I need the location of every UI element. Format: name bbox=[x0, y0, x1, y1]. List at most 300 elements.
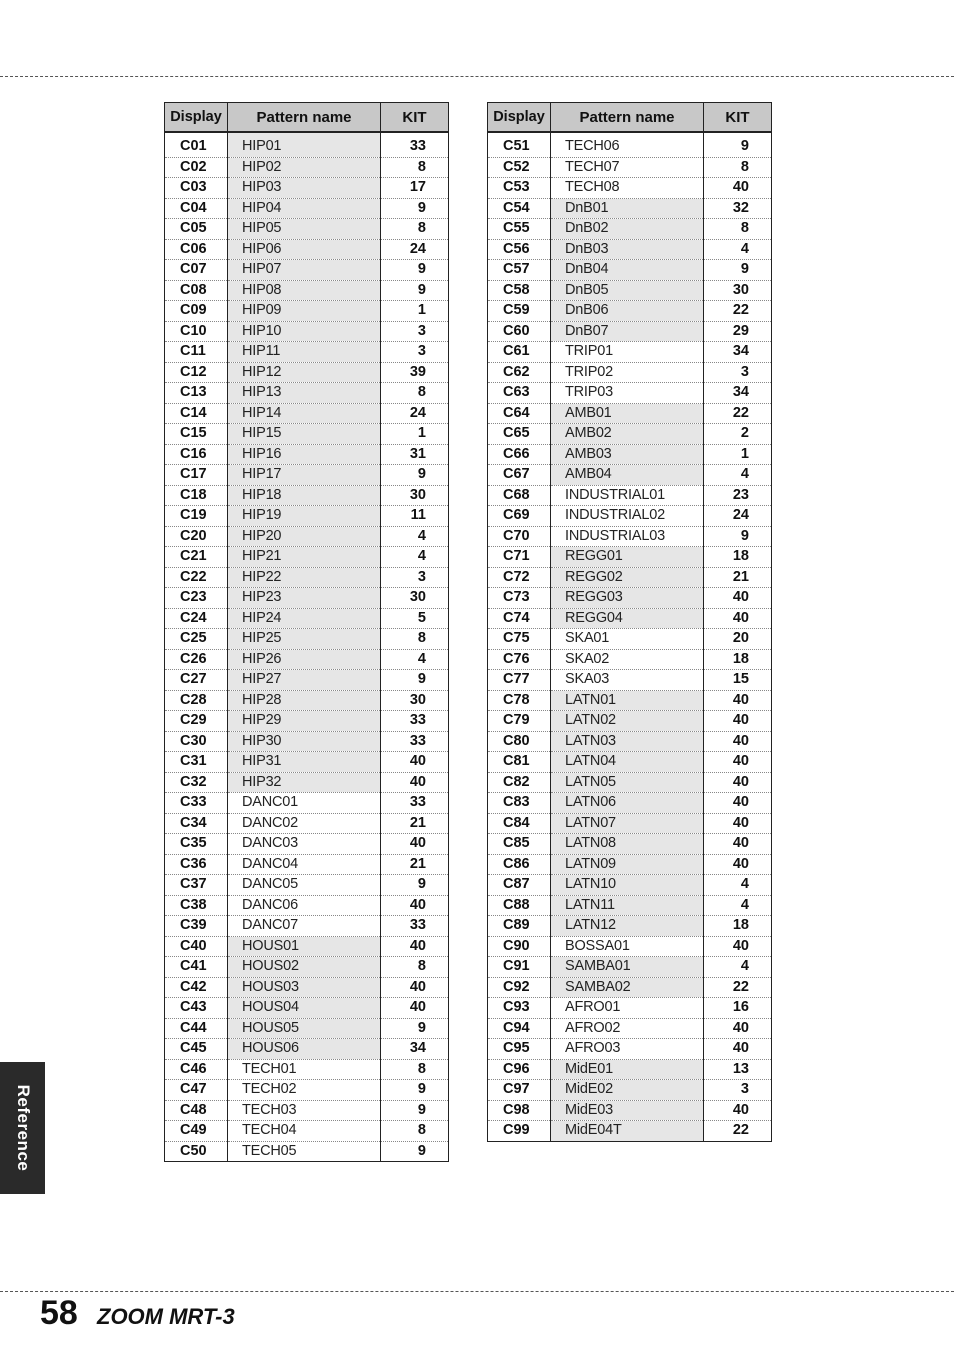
kit-cell: 18 bbox=[704, 916, 772, 937]
table-row bbox=[488, 711, 772, 732]
display-cell: C35 bbox=[165, 834, 228, 855]
display-cell: C20 bbox=[165, 526, 228, 547]
pattern-name-cell: SAMBA01 bbox=[551, 957, 704, 978]
kit-cell: 18 bbox=[704, 649, 772, 670]
kit-cell: 8 bbox=[381, 1121, 449, 1142]
table-row bbox=[488, 649, 772, 670]
display-cell: C14 bbox=[165, 403, 228, 424]
display-cell: C30 bbox=[165, 731, 228, 752]
table-row bbox=[165, 588, 449, 609]
pattern-name-cell: SAMBA02 bbox=[551, 977, 704, 998]
table-row bbox=[488, 731, 772, 752]
pattern-name-cell: HIP32 bbox=[228, 772, 381, 793]
table-row bbox=[165, 547, 449, 568]
display-cell: C29 bbox=[165, 711, 228, 732]
display-cell: C49 bbox=[165, 1121, 228, 1142]
table-row bbox=[488, 772, 772, 793]
display-cell: C93 bbox=[488, 998, 551, 1019]
pattern-name-cell: LATN12 bbox=[551, 916, 704, 937]
pattern-name-cell: TRIP03 bbox=[551, 383, 704, 404]
display-cell: C46 bbox=[165, 1059, 228, 1080]
kit-cell: 24 bbox=[381, 239, 449, 260]
pattern-name-cell: SKA03 bbox=[551, 670, 704, 691]
table-row bbox=[165, 1018, 449, 1039]
display-cell: C56 bbox=[488, 239, 551, 260]
display-cell: C89 bbox=[488, 916, 551, 937]
display-cell: C24 bbox=[165, 608, 228, 629]
display-cell: C06 bbox=[165, 239, 228, 260]
kit-cell: 9 bbox=[381, 1100, 449, 1121]
pattern-name-cell: DnB05 bbox=[551, 280, 704, 301]
pattern-name-cell: HIP03 bbox=[228, 178, 381, 199]
pattern-name-cell: TECH03 bbox=[228, 1100, 381, 1121]
display-cell: C08 bbox=[165, 280, 228, 301]
kit-cell: 21 bbox=[381, 854, 449, 875]
display-cell: C86 bbox=[488, 854, 551, 875]
table-row bbox=[165, 608, 449, 629]
display-cell: C54 bbox=[488, 198, 551, 219]
table-row bbox=[165, 280, 449, 301]
kit-cell: 3 bbox=[704, 1080, 772, 1101]
pattern-name-cell: LATN01 bbox=[551, 690, 704, 711]
table-header-row bbox=[165, 103, 449, 133]
kit-cell: 40 bbox=[381, 895, 449, 916]
kit-cell: 3 bbox=[381, 567, 449, 588]
kit-cell: 9 bbox=[381, 1080, 449, 1101]
kit-cell: 4 bbox=[704, 957, 772, 978]
kit-cell: 34 bbox=[381, 1039, 449, 1060]
kit-cell: 22 bbox=[704, 301, 772, 322]
pattern-name-cell: HOUS06 bbox=[228, 1039, 381, 1060]
pattern-name-cell: HIP24 bbox=[228, 608, 381, 629]
table-row bbox=[165, 465, 449, 486]
display-cell: C87 bbox=[488, 875, 551, 896]
table-row bbox=[488, 813, 772, 834]
display-cell: C67 bbox=[488, 465, 551, 486]
kit-cell: 40 bbox=[704, 1100, 772, 1121]
kit-cell: 34 bbox=[704, 383, 772, 404]
pattern-name-cell: HIP28 bbox=[228, 690, 381, 711]
kit-cell: 9 bbox=[381, 1018, 449, 1039]
pattern-name-cell: HIP01 bbox=[228, 132, 381, 157]
kit-cell: 21 bbox=[381, 813, 449, 834]
pattern-name-cell: HOUS05 bbox=[228, 1018, 381, 1039]
pattern-name-cell: HIP27 bbox=[228, 670, 381, 691]
table-row bbox=[165, 301, 449, 322]
table-row bbox=[488, 198, 772, 219]
table-row bbox=[165, 916, 449, 937]
table-row bbox=[488, 132, 772, 157]
display-cell: C44 bbox=[165, 1018, 228, 1039]
table-row bbox=[165, 957, 449, 978]
kit-cell: 8 bbox=[704, 157, 772, 178]
table-row bbox=[488, 403, 772, 424]
table-row bbox=[488, 424, 772, 445]
table-row bbox=[165, 506, 449, 527]
pattern-name-cell: HIP20 bbox=[228, 526, 381, 547]
top-dashed-rule bbox=[0, 76, 954, 77]
kit-cell: 3 bbox=[381, 342, 449, 363]
table-row bbox=[165, 342, 449, 363]
pattern-name-cell: DANC01 bbox=[228, 793, 381, 814]
table-row bbox=[488, 485, 772, 506]
display-cell: C37 bbox=[165, 875, 228, 896]
display-cell: C53 bbox=[488, 178, 551, 199]
kit-cell: 8 bbox=[381, 383, 449, 404]
table-row bbox=[165, 526, 449, 547]
display-cell: C18 bbox=[165, 485, 228, 506]
kit-cell: 33 bbox=[381, 132, 449, 157]
table-row bbox=[488, 1059, 772, 1080]
kit-cell: 40 bbox=[704, 772, 772, 793]
display-cell: C81 bbox=[488, 752, 551, 773]
table-row bbox=[488, 362, 772, 383]
kit-cell: 9 bbox=[704, 260, 772, 281]
kit-cell: 4 bbox=[704, 895, 772, 916]
table-row bbox=[165, 362, 449, 383]
pattern-name-cell: TECH07 bbox=[551, 157, 704, 178]
display-cell: C03 bbox=[165, 178, 228, 199]
kit-cell: 40 bbox=[381, 936, 449, 957]
kit-cell: 1 bbox=[704, 444, 772, 465]
kit-cell: 40 bbox=[704, 813, 772, 834]
pattern-table-left bbox=[164, 102, 449, 1162]
pattern-name-cell: DnB07 bbox=[551, 321, 704, 342]
display-cell: C91 bbox=[488, 957, 551, 978]
display-cell: C88 bbox=[488, 895, 551, 916]
display-cell: C42 bbox=[165, 977, 228, 998]
kit-cell: 40 bbox=[381, 977, 449, 998]
display-cell: C62 bbox=[488, 362, 551, 383]
pattern-name-cell: HIP15 bbox=[228, 424, 381, 445]
pattern-name-cell: HIP02 bbox=[228, 157, 381, 178]
kit-cell: 4 bbox=[704, 239, 772, 260]
display-cell: C04 bbox=[165, 198, 228, 219]
pattern-name-cell: HIP22 bbox=[228, 567, 381, 588]
display-cell: C78 bbox=[488, 690, 551, 711]
table-row bbox=[165, 772, 449, 793]
table-row bbox=[165, 424, 449, 445]
side-tab-label: Reference bbox=[13, 1084, 33, 1172]
display-cell: C64 bbox=[488, 403, 551, 424]
pattern-name-cell: LATN05 bbox=[551, 772, 704, 793]
table-row bbox=[165, 1121, 449, 1142]
kit-cell: 4 bbox=[704, 875, 772, 896]
table-row bbox=[165, 444, 449, 465]
display-cell: C22 bbox=[165, 567, 228, 588]
table-row bbox=[488, 854, 772, 875]
display-cell: C38 bbox=[165, 895, 228, 916]
table-row bbox=[165, 977, 449, 998]
pattern-table-right bbox=[487, 102, 772, 1142]
pattern-name-cell: DANC04 bbox=[228, 854, 381, 875]
display-cell: C36 bbox=[165, 854, 228, 875]
pattern-name-cell: DANC02 bbox=[228, 813, 381, 834]
kit-cell: 22 bbox=[732, 1122, 749, 1139]
pattern-name-cell: DANC07 bbox=[228, 916, 381, 937]
pattern-name-cell: HIP25 bbox=[228, 629, 381, 650]
pattern-name-cell: TRIP01 bbox=[551, 342, 704, 363]
kit-cell: 9 bbox=[704, 132, 772, 157]
kit-cell: 30 bbox=[381, 588, 449, 609]
header-kit: KIT bbox=[381, 103, 449, 133]
display-cell: C15 bbox=[165, 424, 228, 445]
table-body-left bbox=[165, 132, 449, 1162]
table-row bbox=[165, 403, 449, 424]
pattern-name-cell: HOUS04 bbox=[228, 998, 381, 1019]
kit-cell: 4 bbox=[704, 465, 772, 486]
table-row bbox=[488, 916, 772, 937]
table-row bbox=[488, 608, 772, 629]
display-cell: C83 bbox=[488, 793, 551, 814]
pattern-name-cell: HIP12 bbox=[228, 362, 381, 383]
pattern-name-cell: BOSSA01 bbox=[551, 936, 704, 957]
kit-cell: 8 bbox=[381, 629, 449, 650]
display-cell: C34 bbox=[165, 813, 228, 834]
pattern-name-cell: LATN11 bbox=[551, 895, 704, 916]
table-row bbox=[165, 219, 449, 240]
table-row bbox=[165, 178, 449, 199]
pattern-name-cell: REGG03 bbox=[551, 588, 704, 609]
pattern-name-cell: HIP09 bbox=[228, 301, 381, 322]
table-row bbox=[165, 1080, 449, 1101]
kit-cell: 40 bbox=[704, 1018, 772, 1039]
kit-cell: 39 bbox=[381, 362, 449, 383]
display-cell: C82 bbox=[488, 772, 551, 793]
pattern-name-cell: TECH08 bbox=[551, 178, 704, 199]
table-row bbox=[488, 342, 772, 363]
table-row bbox=[165, 936, 449, 957]
table-row bbox=[488, 280, 772, 301]
display-cell: C41 bbox=[165, 957, 228, 978]
display-cell: C48 bbox=[165, 1100, 228, 1121]
display-cell: C12 bbox=[165, 362, 228, 383]
kit-cell: 21 bbox=[704, 567, 772, 588]
table-row bbox=[165, 260, 449, 281]
pattern-name-cell: HIP31 bbox=[228, 752, 381, 773]
display-cell: C63 bbox=[488, 383, 551, 404]
kit-cell: 30 bbox=[381, 485, 449, 506]
table-row bbox=[165, 567, 449, 588]
table-row bbox=[488, 629, 772, 650]
display-cell: C11 bbox=[165, 342, 228, 363]
display-cell: C84 bbox=[488, 813, 551, 834]
kit-cell: 22 bbox=[704, 403, 772, 424]
kit-cell: 8 bbox=[381, 957, 449, 978]
table-row bbox=[488, 526, 772, 547]
kit-cell: 29 bbox=[704, 321, 772, 342]
display-cell: C96 bbox=[488, 1059, 551, 1080]
table-row bbox=[488, 936, 772, 957]
display-cell: C17 bbox=[165, 465, 228, 486]
pattern-name-cell: REGG01 bbox=[551, 547, 704, 568]
display-cell: C55 bbox=[488, 219, 551, 240]
display-cell: C76 bbox=[488, 649, 551, 670]
display-cell: C68 bbox=[488, 485, 551, 506]
pattern-name-cell: SKA01 bbox=[551, 629, 704, 650]
table-row bbox=[488, 321, 772, 342]
kit-cell: 24 bbox=[381, 403, 449, 424]
kit-cell: 40 bbox=[704, 854, 772, 875]
table-row bbox=[488, 219, 772, 240]
kit-cell: 13 bbox=[704, 1059, 772, 1080]
display-cell: C79 bbox=[488, 711, 551, 732]
kit-cell: 40 bbox=[704, 793, 772, 814]
display-cell: C39 bbox=[165, 916, 228, 937]
header-display: Display bbox=[165, 103, 228, 133]
table-row bbox=[488, 260, 772, 281]
product-name: ZOOM MRT-3 bbox=[97, 1304, 235, 1329]
table-header-row bbox=[488, 103, 772, 133]
pattern-name-cell: TECH05 bbox=[228, 1141, 381, 1162]
table-row bbox=[488, 875, 772, 896]
pattern-name-cell: AMB02 bbox=[551, 424, 704, 445]
bottom-dashed-rule bbox=[0, 1291, 954, 1292]
kit-cell: 11 bbox=[381, 506, 449, 527]
kit-cell: 31 bbox=[381, 444, 449, 465]
pattern-name-cell: AFRO03 bbox=[551, 1039, 704, 1060]
kit-cell: 20 bbox=[704, 629, 772, 650]
pattern-name-cell: HIP07 bbox=[228, 260, 381, 281]
display-cell: C40 bbox=[165, 936, 228, 957]
kit-cell: 40 bbox=[704, 1039, 772, 1060]
display-cell: C61 bbox=[488, 342, 551, 363]
table-row bbox=[488, 301, 772, 322]
table-row bbox=[165, 752, 449, 773]
display-cell: C26 bbox=[165, 649, 228, 670]
pattern-name-cell: AMB04 bbox=[551, 465, 704, 486]
display-cell: C95 bbox=[488, 1039, 551, 1060]
pattern-name-cell: LATN02 bbox=[551, 711, 704, 732]
kit-cell: 22 bbox=[704, 977, 772, 998]
pattern-name-cell: DnB02 bbox=[551, 219, 704, 240]
pattern-name-cell: HIP06 bbox=[228, 239, 381, 260]
kit-cell: 33 bbox=[381, 793, 449, 814]
pattern-name-cell: TRIP02 bbox=[551, 362, 704, 383]
display-cell: C75 bbox=[488, 629, 551, 650]
pattern-name-cell: HIP21 bbox=[228, 547, 381, 568]
table-row bbox=[165, 670, 449, 691]
display-cell: C60 bbox=[488, 321, 551, 342]
display-cell: C85 bbox=[488, 834, 551, 855]
table-row bbox=[488, 977, 772, 998]
table-row bbox=[488, 1100, 772, 1121]
kit-cell: 9 bbox=[381, 670, 449, 691]
pattern-name-cell: HOUS02 bbox=[228, 957, 381, 978]
table-row bbox=[165, 239, 449, 260]
display-cell: C33 bbox=[165, 793, 228, 814]
table-row bbox=[488, 444, 772, 465]
kit-cell: 9 bbox=[381, 198, 449, 219]
pattern-name-cell: HIP19 bbox=[228, 506, 381, 527]
header-kit: KIT bbox=[704, 103, 772, 133]
table-row bbox=[488, 547, 772, 568]
display-cell: C72 bbox=[488, 567, 551, 588]
kit-cell: 4 bbox=[381, 526, 449, 547]
table-row bbox=[488, 567, 772, 588]
kit-cell: 33 bbox=[381, 711, 449, 732]
pattern-name-cell: HIP16 bbox=[228, 444, 381, 465]
kit-cell: 2 bbox=[704, 424, 772, 445]
display-cell: C16 bbox=[165, 444, 228, 465]
pattern-name-cell: HIP10 bbox=[228, 321, 381, 342]
pattern-name-cell: LATN06 bbox=[551, 793, 704, 814]
pattern-name-cell: REGG04 bbox=[551, 608, 704, 629]
pattern-name-cell: HIP18 bbox=[228, 485, 381, 506]
kit-cell: 9 bbox=[704, 526, 772, 547]
table-row bbox=[488, 752, 772, 773]
table-row bbox=[165, 1141, 449, 1162]
table-row bbox=[165, 875, 449, 896]
display-cell: C66 bbox=[488, 444, 551, 465]
kit-cell: 34 bbox=[704, 342, 772, 363]
reference-side-tab bbox=[0, 1062, 45, 1194]
kit-cell: 40 bbox=[381, 834, 449, 855]
table-row bbox=[488, 690, 772, 711]
table-row bbox=[165, 629, 449, 650]
pattern-name-cell: TECH01 bbox=[228, 1059, 381, 1080]
display-cell: C69 bbox=[488, 506, 551, 527]
display-cell: C71 bbox=[488, 547, 551, 568]
pattern-name-cell: MidE02 bbox=[551, 1080, 704, 1101]
table-row bbox=[488, 1018, 772, 1039]
kit-cell: 8 bbox=[381, 219, 449, 240]
kit-cell: 33 bbox=[381, 916, 449, 937]
display-cell: C01 bbox=[165, 132, 228, 157]
table-row bbox=[165, 321, 449, 342]
table-row bbox=[165, 485, 449, 506]
display-cell: C28 bbox=[165, 690, 228, 711]
display-cell: C92 bbox=[488, 977, 551, 998]
pattern-name-cell: INDUSTRIAL02 bbox=[551, 506, 704, 527]
pattern-name-cell: LATN03 bbox=[551, 731, 704, 752]
pattern-name-cell: LATN09 bbox=[551, 854, 704, 875]
kit-cell: 16 bbox=[704, 998, 772, 1019]
header-display: Display bbox=[488, 103, 551, 133]
display-cell: C43 bbox=[165, 998, 228, 1019]
pattern-name-cell: HIP29 bbox=[228, 711, 381, 732]
kit-cell: 40 bbox=[704, 731, 772, 752]
display-cell: C65 bbox=[488, 424, 551, 445]
display-cell: C02 bbox=[165, 157, 228, 178]
pattern-name-cell: HIP13 bbox=[228, 383, 381, 404]
pattern-name-cell: HIP17 bbox=[228, 465, 381, 486]
display-cell: C09 bbox=[165, 301, 228, 322]
table-row bbox=[165, 793, 449, 814]
pattern-name-cell: REGG02 bbox=[551, 567, 704, 588]
display-cell: C94 bbox=[488, 1018, 551, 1039]
kit-cell: 4 bbox=[381, 547, 449, 568]
kit-cell: 40 bbox=[704, 588, 772, 609]
table-row bbox=[488, 588, 772, 609]
kit-cell: 8 bbox=[704, 219, 772, 240]
table-row bbox=[488, 834, 772, 855]
page-number: 58 bbox=[40, 1294, 78, 1332]
display-cell: C25 bbox=[165, 629, 228, 650]
display-cell: C70 bbox=[488, 526, 551, 547]
pattern-name-cell: LATN07 bbox=[551, 813, 704, 834]
kit-cell: 8 bbox=[381, 1059, 449, 1080]
kit-cell: 32 bbox=[704, 198, 772, 219]
display-cell: C58 bbox=[488, 280, 551, 301]
pattern-name-cell: SKA02 bbox=[551, 649, 704, 670]
kit-cell: 40 bbox=[704, 711, 772, 732]
pattern-name-cell: HIP11 bbox=[228, 342, 381, 363]
display-cell: C77 bbox=[488, 670, 551, 691]
kit-cell: 40 bbox=[704, 178, 772, 199]
display-cell: C98 bbox=[488, 1100, 551, 1121]
pattern-name-cell: TECH04 bbox=[228, 1121, 381, 1142]
